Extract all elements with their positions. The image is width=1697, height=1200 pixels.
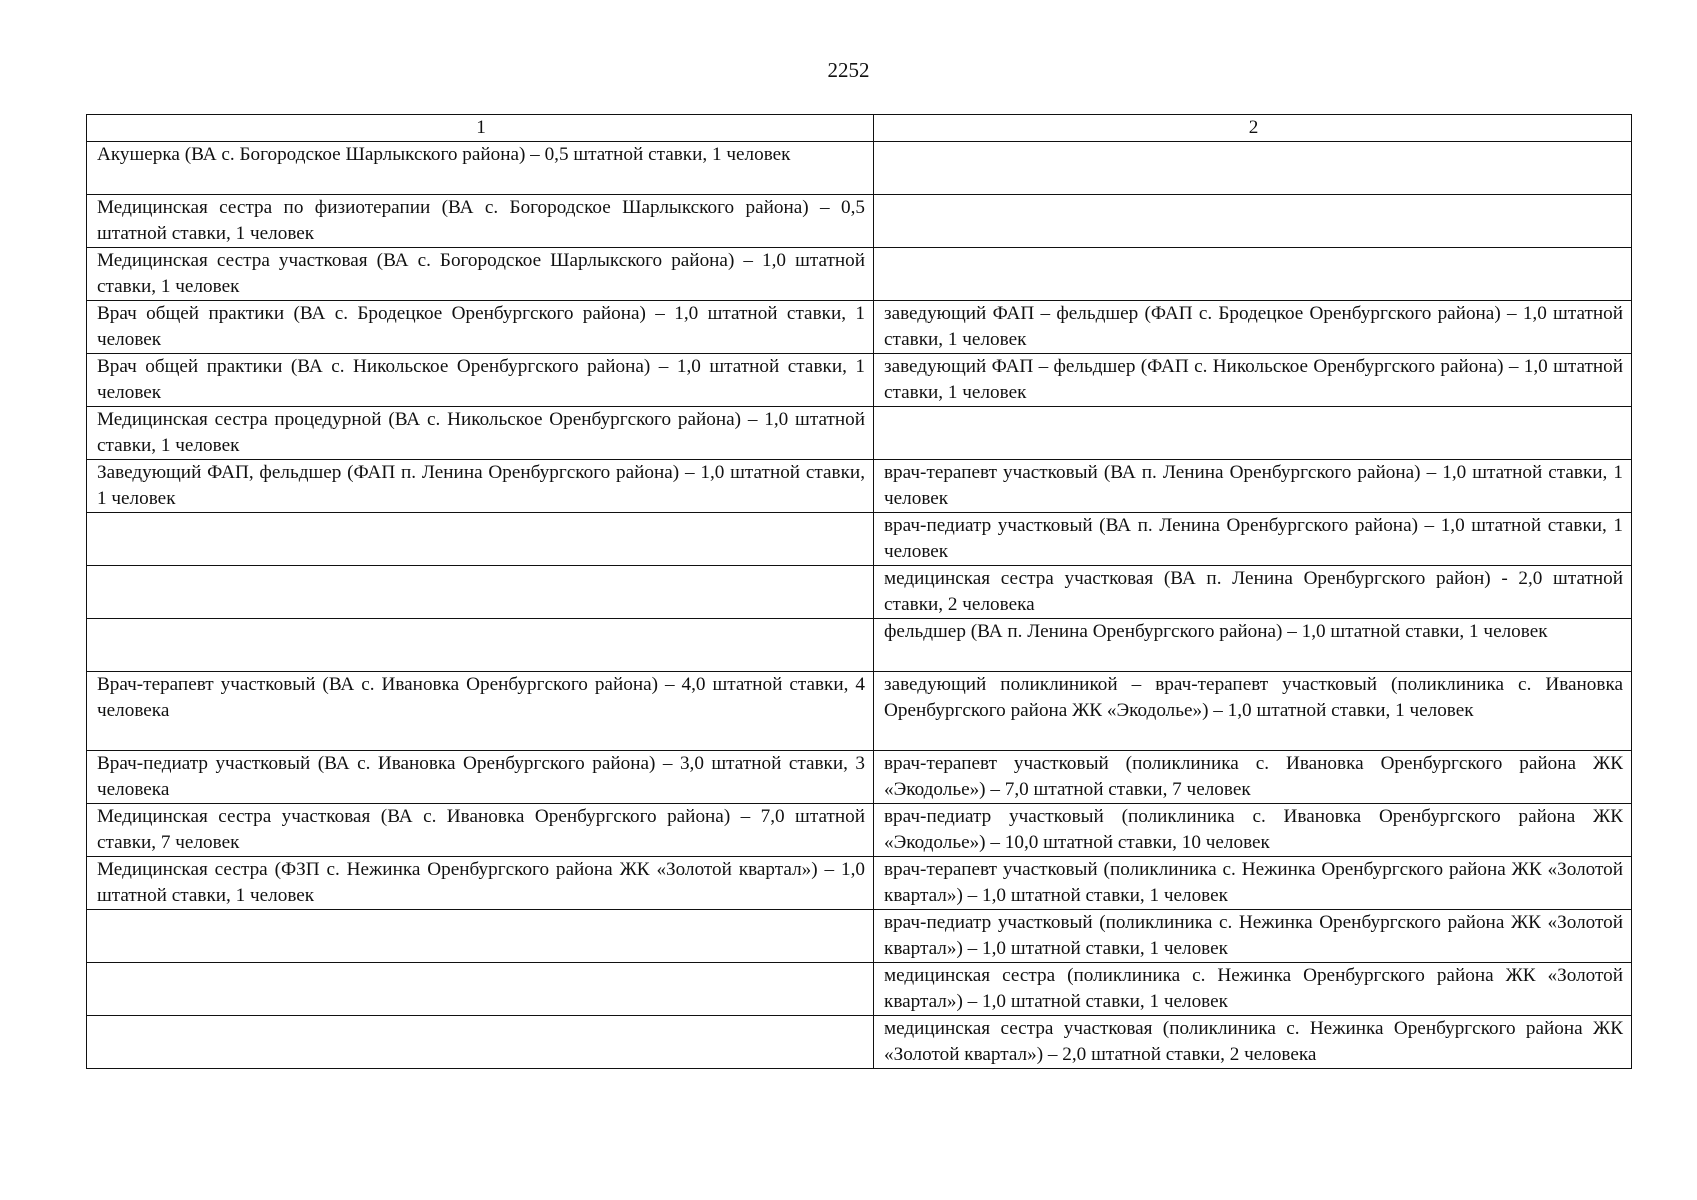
table-cell-left (87, 513, 874, 566)
table-row (87, 910, 1632, 963)
column-header-2: 2 (874, 115, 1632, 142)
table-row (87, 963, 1632, 1016)
table-cell-right: фельдшер (ВА п. Ленина Оренбургского района) – 1,0 штатной ставки, 1 человек (874, 619, 1632, 672)
table-cell-right: врач-педиатр участковый (поликлиника с. Нежинка Оренбургского района ЖК «Золотой квартал») – 1,0 штатной ставки, 1 человек (874, 910, 1632, 963)
table-cell-left: Медицинская сестра участковая (ВА с. Ивановка Оренбургского района) – 7,0 штатной ставки, 7 человек (87, 804, 874, 857)
table-cell-right: медицинская сестра участковая (ВА п. Ленина Оренбургского район) - 2,0 штатной ставки, 2 человека (874, 566, 1632, 619)
table-cell-right: врач-терапевт участковый (поликлиника с. Ивановка Оренбургского района ЖК «Экодолье») – 7,0 штатной ставки, 7 человек (874, 751, 1632, 804)
page-number: 2252 (827, 58, 870, 82)
table-cell-left: Врач-терапевт участковый (ВА с. Ивановка Оренбургского района) – 4,0 штатной ставки, 4 человека (87, 672, 874, 751)
table-cell-left: Врач-педиатр участковый (ВА с. Ивановка Оренбургского района) – 3,0 штатной ставки, 3 человека (87, 751, 874, 804)
table-row (87, 195, 1632, 248)
table-cell-right: врач-педиатр участковый (ВА п. Ленина Оренбургского района) – 1,0 штатной ставки, 1 человек (874, 513, 1632, 566)
table-cell-left (87, 1016, 874, 1069)
table-row (87, 142, 1632, 195)
table-row (87, 804, 1632, 857)
table-cell-left: Врач общей практики (ВА с. Бродецкое Оренбургского района) – 1,0 штатной ставки, 1 человек (87, 301, 874, 354)
table-row (87, 672, 1632, 751)
table-cell-left (87, 619, 874, 672)
staffing-table (86, 114, 1632, 1069)
table-cell-left (87, 963, 874, 1016)
table-cell-left: Врач общей практики (ВА с. Никольское Оренбургского района) – 1,0 штатной ставки, 1 человек (87, 354, 874, 407)
table-cell-right (874, 195, 1632, 248)
table-row (87, 619, 1632, 672)
table-cell-right (874, 142, 1632, 195)
column-header-1: 1 (87, 115, 874, 142)
table-cell-right: заведующий ФАП – фельдшер (ФАП с. Бродецкое Оренбургского района) – 1,0 штатной ставки, 1 человек (874, 301, 1632, 354)
table-cell-right: заведующий поликлиникой – врач-терапевт участковый (поликлиника с. Ивановка Оренбургского района ЖК «Экодолье») – 1,0 штатной ставки, 1 человек (874, 672, 1632, 751)
table-row (87, 301, 1632, 354)
table-cell-left: Медицинская сестра (ФЗП с. Нежинка Оренбургского района ЖК «Золотой квартал») – 1,0 штатной ставки, 1 человек (87, 857, 874, 910)
table-header-row (87, 115, 1632, 142)
table-cell-left: Медицинская сестра процедурной (ВА с. Никольское Оренбургского района) – 1,0 штатной ставки, 1 человек (87, 407, 874, 460)
table-cell-right: медицинская сестра участковая (поликлиника с. Нежинка Оренбургского района ЖК «Золотой квартал») – 2,0 штатной ставки, 2 человека (874, 1016, 1632, 1069)
table-cell-left: Заведующий ФАП, фельдшер (ФАП п. Ленина Оренбургского района) – 1,0 штатной ставки, 1 человек (87, 460, 874, 513)
table-cell-right: врач-терапевт участковый (поликлиника с. Нежинка Оренбургского района ЖК «Золотой квартал») – 1,0 штатной ставки, 1 человек (874, 857, 1632, 910)
table-row (87, 354, 1632, 407)
table-row (87, 566, 1632, 619)
table-row (87, 248, 1632, 301)
table-cell-left: Медицинская сестра участковая (ВА с. Богородское Шарлыкского района) – 1,0 штатной ставки, 1 человек (87, 248, 874, 301)
table-cell-right: врач-педиатр участковый (поликлиника с. Ивановка Оренбургского района ЖК «Экодолье») – 10,0 штатной ставки, 10 человек (874, 804, 1632, 857)
table-cell-left: Медицинская сестра по физиотерапии (ВА с. Богородское Шарлыкского района) – 0,5 штатной ставки, 1 человек (87, 195, 874, 248)
table-row (87, 407, 1632, 460)
table-row (87, 460, 1632, 513)
table-cell-right: медицинская сестра (поликлиника с. Нежинка Оренбургского района ЖК «Золотой квартал») – 1,0 штатной ставки, 1 человек (874, 963, 1632, 1016)
table-cell-right (874, 248, 1632, 301)
table-cell-right: заведующий ФАП – фельдшер (ФАП с. Никольское Оренбургского района) – 1,0 штатной ставки, 1 человек (874, 354, 1632, 407)
table-cell-left (87, 566, 874, 619)
table-row (87, 857, 1632, 910)
table-cell-left: Акушерка (ВА с. Богородское Шарлыкского района) – 0,5 штатной ставки, 1 человек (87, 142, 874, 195)
table-cell-right (874, 407, 1632, 460)
table-row (87, 751, 1632, 804)
table-cell-right: врач-терапевт участковый (ВА п. Ленина Оренбургского района) – 1,0 штатной ставки, 1 человек (874, 460, 1632, 513)
table-row (87, 513, 1632, 566)
table-cell-left (87, 910, 874, 963)
table-row (87, 1016, 1632, 1069)
